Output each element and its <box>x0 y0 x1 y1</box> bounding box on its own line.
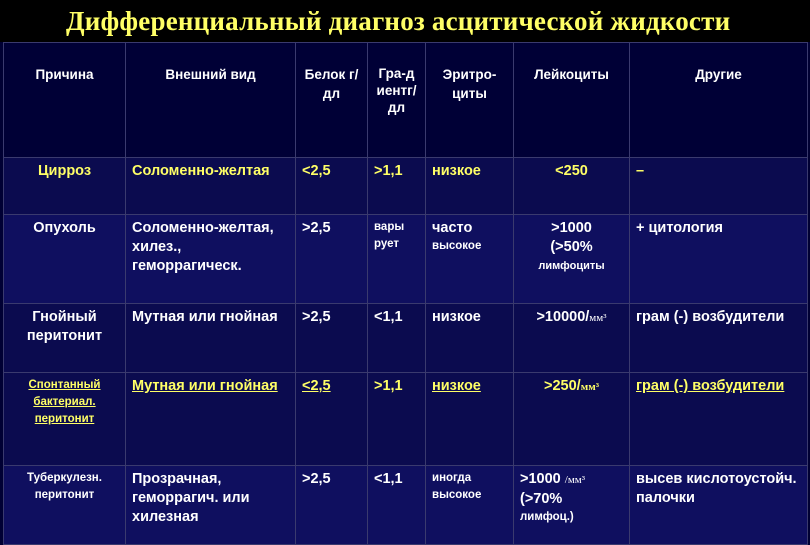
header-wbc: Лейкоциты <box>514 43 630 158</box>
cell-cause: Гнойный перитонит <box>4 304 126 373</box>
cell-wbc <box>514 466 630 545</box>
header-protein: Белок г/дл <box>296 43 368 158</box>
cell-cause: Туберкулезн. перитонит <box>4 466 126 545</box>
cell-gradient: <1,1 <box>368 466 426 545</box>
cell-wbc-value: >1000 <box>520 471 561 487</box>
cell-other: высев кислотоустойч. палочки <box>630 466 808 545</box>
cell-wbc-unit: /мм³ <box>564 474 586 486</box>
cell-wbc-unit: мм³ <box>580 381 599 393</box>
header-gradient: Гра-д иентг/дл <box>368 43 426 158</box>
cell-gradient: вары рует <box>368 215 426 304</box>
cell-wbc-note: лимфоц.) <box>520 511 574 523</box>
cell-wbc-percent: (>70% <box>520 491 563 507</box>
header-other: Другие <box>630 43 808 158</box>
cell-protein: >2,5 <box>296 466 368 545</box>
cell-wbc <box>514 215 630 304</box>
cell-appearance: Соломенно-желтая, хилез., геморрагическ. <box>126 215 296 304</box>
cell-rbc-note: высокое <box>432 489 482 501</box>
cell-protein: >2,5 <box>296 215 368 304</box>
header-cause: Причина <box>4 43 126 158</box>
table-row <box>4 373 808 466</box>
header-row <box>4 43 808 158</box>
cell-wbc <box>514 304 630 373</box>
table-row <box>4 215 808 304</box>
header-rbc: Эритро-циты <box>426 43 514 158</box>
cell-wbc-value: >10000/ <box>536 309 590 325</box>
cell-other: грам (-) возбудители <box>630 373 808 466</box>
cell-rbc-main: иногда <box>432 472 472 484</box>
cell-protein: >2,5 <box>296 304 368 373</box>
cell-appearance: Прозрачная, геморрагич. или хилезная <box>126 466 296 545</box>
cell-appearance: Мутная или гнойная <box>126 373 296 466</box>
cell-rbc: низкое <box>426 304 514 373</box>
cell-wbc-percent: (>50% <box>550 239 593 255</box>
cell-wbc-value: >1000 <box>551 220 592 236</box>
cell-wbc-value: >250/ <box>544 378 581 394</box>
diagnosis-table <box>3 42 808 545</box>
cell-protein: <2,5 <box>296 158 368 215</box>
cell-rbc <box>426 215 514 304</box>
cell-gradient: >1,1 <box>368 158 426 215</box>
cell-other: грам (-) возбудители <box>630 304 808 373</box>
header-appearance: Внешний вид <box>126 43 296 158</box>
table-row <box>4 158 808 215</box>
cell-gradient: >1,1 <box>368 373 426 466</box>
cell-wbc-unit: мм³ <box>589 312 607 324</box>
cell-gradient: <1,1 <box>368 304 426 373</box>
cell-other: – <box>630 158 808 215</box>
cell-cause: Спонтанный бактериал. перитонит <box>4 373 126 466</box>
cell-appearance: Мутная или гнойная <box>126 304 296 373</box>
table-row <box>4 304 808 373</box>
cell-rbc-main: часто <box>432 220 473 236</box>
cell-rbc <box>426 466 514 545</box>
cell-cause: Опухоль <box>4 215 126 304</box>
cell-wbc-note: лимфоциты <box>538 260 605 272</box>
cell-rbc-note: высокое <box>432 240 482 252</box>
page-title: Дифференциальный диагноз асцитической жидкости <box>66 6 731 36</box>
cell-protein: <2,5 <box>296 373 368 466</box>
cell-appearance: Соломенно-желтая <box>126 158 296 215</box>
cell-rbc: низкое <box>426 158 514 215</box>
table-row <box>4 466 808 545</box>
cell-cause: Цирроз <box>4 158 126 215</box>
cell-rbc: низкое <box>426 373 514 466</box>
cell-wbc: <250 <box>514 158 630 215</box>
cell-other: + цитология <box>630 215 808 304</box>
cell-wbc <box>514 373 630 466</box>
